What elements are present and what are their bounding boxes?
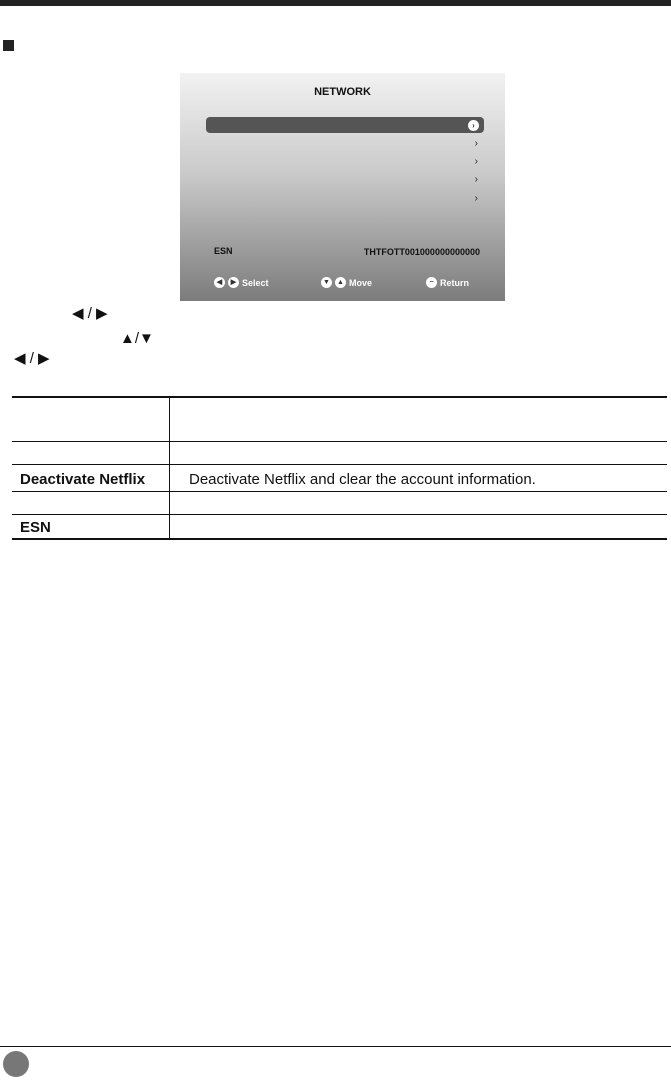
settings-table [12, 396, 667, 540]
table-rule [12, 491, 667, 492]
table-rule [12, 396, 667, 398]
left-right-arrows-icon: ◀ / ▶ [14, 350, 50, 367]
return-button-icon: − [426, 277, 437, 288]
menu-row-3[interactable] [206, 154, 484, 170]
top-rule [0, 0, 671, 6]
nav-line-2 [120, 331, 154, 347]
up-button-icon: ▲ [335, 277, 346, 288]
chevron-right-icon: › [474, 193, 478, 204]
left-button-icon: ◀ [214, 277, 225, 288]
table-rule [12, 538, 667, 540]
esn-value: THTFOTT001000000000000 [363, 247, 480, 257]
help-move-label: Move [349, 277, 373, 288]
page-number-badge [3, 1051, 29, 1077]
left-right-arrows-icon: ◀ / ▶ [72, 305, 108, 322]
table-rule [12, 441, 667, 442]
section-marker [3, 40, 14, 51]
down-button-icon: ▼ [321, 277, 332, 288]
chevron-right-icon: › [474, 138, 478, 149]
help-select-label: Select [242, 277, 269, 288]
table-term: ESN [20, 519, 51, 536]
network-menu-screenshot [180, 73, 505, 301]
help-select [214, 277, 269, 288]
menu-row-5[interactable] [206, 191, 484, 207]
menu-row-4[interactable] [206, 172, 484, 188]
table-term: Deactivate Netflix [20, 471, 146, 488]
esn-label: ESN [214, 246, 233, 256]
chevron-right-icon: › [474, 156, 478, 167]
nav-line-1 [72, 306, 108, 322]
table-divider [169, 396, 170, 540]
bottom-rule [0, 1046, 671, 1047]
right-button-icon: ▶ [228, 277, 239, 288]
table-rule [12, 514, 667, 515]
nav-line-3 [14, 351, 50, 367]
up-down-arrows-icon: ▲/▼ [120, 330, 154, 347]
menu-row-2[interactable] [206, 136, 484, 152]
menu-title: NETWORK [314, 86, 371, 98]
help-return [426, 277, 469, 288]
help-return-label: Return [440, 277, 469, 288]
table-desc: Deactivate Netflix and clear the account information. [189, 471, 536, 488]
table-rule [12, 464, 667, 465]
menu-row-1[interactable] [206, 117, 484, 133]
circle-arrow-right-icon: › [468, 120, 479, 131]
help-move [321, 277, 372, 288]
chevron-right-icon: › [474, 174, 478, 185]
